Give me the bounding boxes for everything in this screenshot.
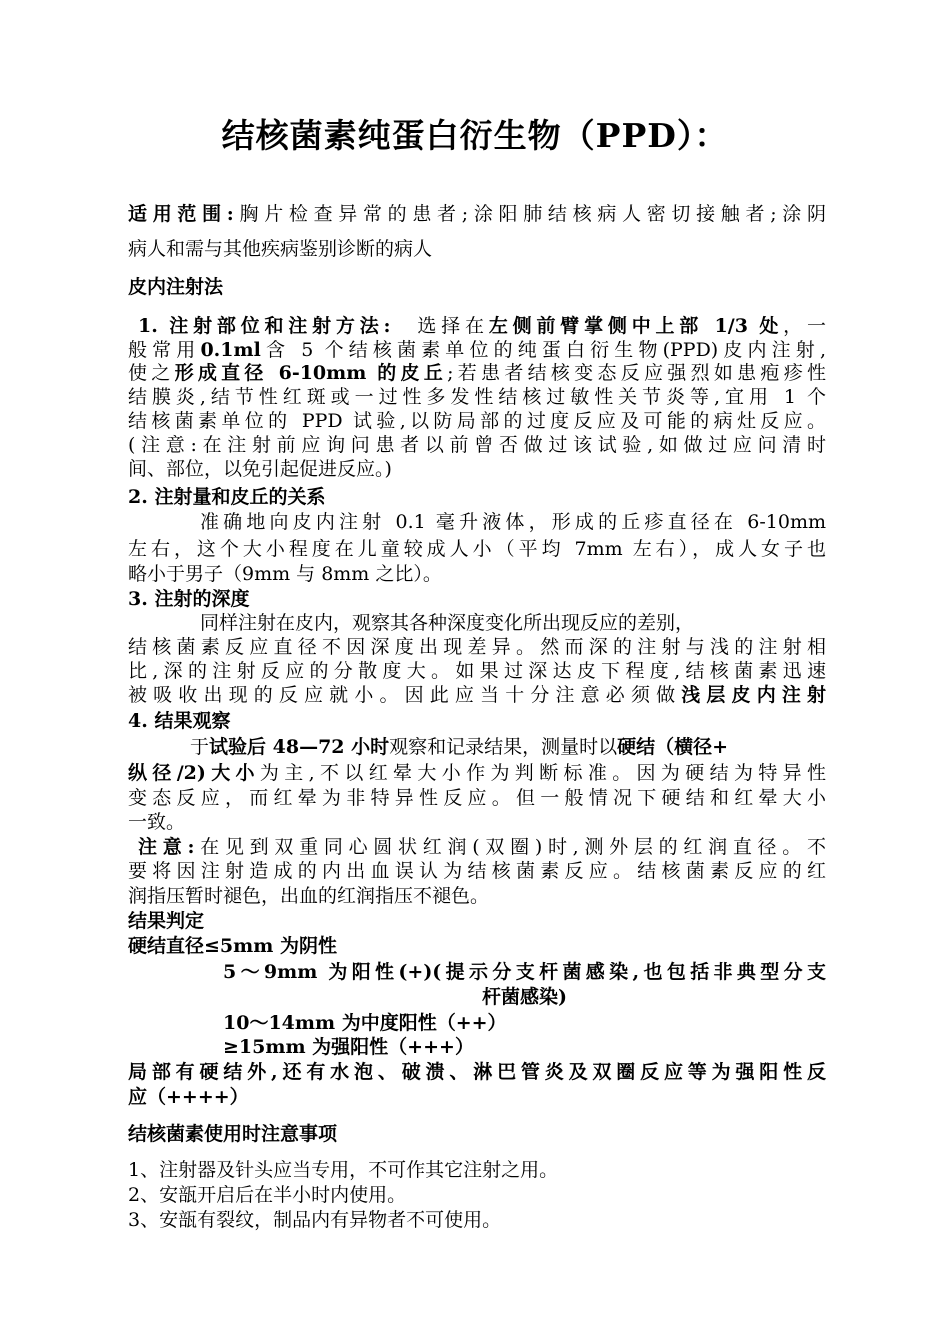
precaution-item: 1、注射器及针头应当专用，不可作其它注射之用。 [128, 1159, 559, 1181]
s3-line-1: 同样注射在皮内，观察其各种深度变化所出现反应的差别， [200, 612, 695, 634]
judgment-strong: ≥15mm 为强阳性（+++） [223, 1036, 474, 1058]
s2-line-3: 略小于男子（9mm 与 8mm 之比）。 [128, 563, 442, 585]
s1-line-4: 结膜炎,结节性红斑或一过性多发性结核过敏性关节炎等,宜用 1 个 [128, 386, 826, 408]
precaution-item: 3、安瓿有裂纹，制品内有异物者不可使用。 [128, 1209, 502, 1231]
s3-heading: 3. 注射的深度 [128, 588, 250, 610]
s2-line-1: 准确地向皮内注射 0.1 毫升液体，形成的丘疹直径在 6-10mm [200, 511, 826, 533]
note-label: 注意: [138, 836, 195, 858]
scope-label: 适用范围: [128, 203, 234, 225]
scope-text-1: 胸片检查异常的患者;涂阳肺结核病人密切接触者;涂阴 [233, 203, 826, 225]
s1-line-3: 使之形成直径 6-10mm 的皮丘;若患者结核变态反应强烈如患疱疹性 [128, 362, 826, 384]
scope-line-2: 病人和需与其他疾病鉴别诊断的病人 [128, 238, 433, 260]
s1-line-1: 1. 注射部位和注射方法: 选择在左侧前臂掌侧中上部 1/3 处，一 [138, 315, 826, 337]
s2-line-2: 左右，这个大小程度在儿童较成人小（平均 7mm 左右），成人女子也 [128, 538, 826, 560]
judgment-very-strong-line-2: 应（++++） [128, 1086, 249, 1108]
s3-line-3: 比,深的注射反应的分散度大。如果过深达皮下程度,结核菌素迅速 [128, 660, 826, 682]
s1-heading: 1. 注射部位和注射方法: [138, 315, 391, 337]
s4-line-2: 纵径/2)大小为主,不以红晕大小作为判断标准。因为硬结为特异性 [128, 762, 826, 784]
s4-line-3: 变态反应，而红晕为非特异性反应。但一般情况下硬结和红晕大小 [128, 787, 826, 809]
s4-note-line-3: 润指压暂时褪色，出血的红润指压不褪色。 [128, 885, 490, 907]
s4-note-line-2: 要将因注射造成的内出血误认为结核菌素反应。结核菌素反应的红 [128, 860, 826, 882]
precautions-heading: 结核菌素使用时注意事项 [128, 1123, 338, 1145]
s1-line-5: 结核菌素单位的 PPD 试验,以防局部的过度反应及可能的病灶反应。 [128, 410, 826, 432]
s2-heading: 2. 注射量和皮丘的关系 [128, 486, 326, 508]
scope-line-1 [128, 202, 826, 226]
s4-line-1: 于试验后 48—72 小时观察和记录结果，测量时以硬结（横径+ [190, 736, 729, 758]
judgment-very-strong-line-1: 局部有硬结外,还有水泡、破溃、淋巴管炎及双圈反应等为强阳性反 [128, 1061, 826, 1083]
method-heading: 皮内注射法 [128, 276, 224, 298]
judgment-moderate: 10～14mm 为中度阳性（++） [223, 1012, 507, 1034]
s4-heading: 4. 结果观察 [128, 710, 231, 732]
s3-line-4: 被吸收出现的反应就小。因此应当十分注意必须做浅层皮内注射 [128, 684, 826, 706]
s1-line-7: 间、部位，以免引起促进反应。) [128, 458, 392, 480]
judgment-positive-line-1: 5～9mm 为阳性(+)(提示分支杆菌感染,也包括非典型分支 [223, 961, 826, 983]
judgment-heading: 结果判定 [128, 910, 205, 932]
judgment-positive-line-2: 杆菌感染) [482, 986, 567, 1008]
s1-line-2: 般常用0.1ml含 5 个结核菌素单位的纯蛋白衍生物(PPD)皮内注射, [128, 339, 826, 361]
judgment-negative: 硬结直径≤5mm 为阴性 [128, 935, 337, 957]
s1-line-6: (注意:在注射前应询问患者以前曾否做过该试验,如做过应问清时 [128, 434, 826, 456]
page-title: 结核菌素纯蛋白衍生物（PPD）： [221, 116, 729, 155]
s4-line-4: 一致。 [128, 811, 186, 833]
s3-line-2: 结核菌素反应直径不因深度出现差异。然而深的注射与浅的注射相 [128, 636, 826, 658]
precaution-item: 2、安瓿开启后在半小时内使用。 [128, 1184, 407, 1206]
s4-note-line-1: 注意:在见到双重同心圆状红润(双圈)时,测外层的红润直径。不 [138, 836, 827, 858]
